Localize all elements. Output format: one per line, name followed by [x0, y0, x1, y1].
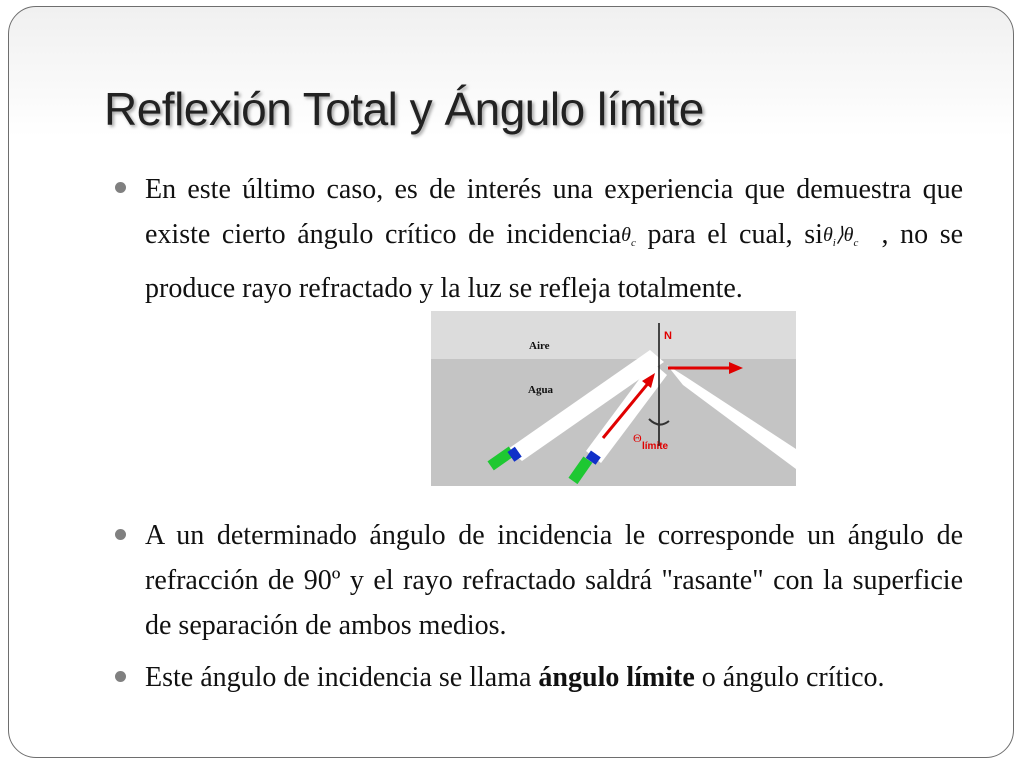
- bullet-1-text-a: En este último caso, es de interés una experiencia que demuestra que existe cierto ángulo crítico de incidencia: [145, 174, 963, 250]
- bullet-3-text-a: Este ángulo de incidencia se llama: [145, 662, 539, 693]
- bullet-paragraph-2: A un determinado ángulo de incidencia le corresponde un ángulo de refracción de 90º y el rayo refractado saldrá "rasante" con la superficie de separación de ambos medios.: [145, 520, 963, 641]
- bullet-dot: [115, 529, 126, 540]
- theta-inequality: $\theta_i⟩\theta_c$: [822, 224, 859, 249]
- bullet-1-text-c: , no se produce rayo refractado y la luz se refleja totalmente.: [145, 219, 964, 304]
- bullet-3-bold-term: ángulo límite: [538, 662, 695, 693]
- theta-c-symbol: $\theta_c$: [621, 224, 636, 249]
- bullet-dot: [115, 182, 126, 193]
- bullet-paragraph-3: [145, 655, 963, 700]
- water-label: Agua: [528, 384, 554, 396]
- bullet-paragraph-1: [145, 167, 963, 311]
- theta-limit-symbol: Θ: [633, 431, 642, 445]
- normal-label: N: [664, 330, 672, 342]
- air-region: [431, 311, 796, 359]
- bullet-1-text-b: para el cual, si: [647, 219, 823, 250]
- bullet-dot: [115, 671, 126, 682]
- slide-title: Reflexión Total y Ángulo límite: [104, 83, 704, 135]
- total-reflection-diagram: [431, 311, 796, 486]
- air-label: Aire: [529, 340, 550, 352]
- bullet-3-text-b: o ángulo crítico.: [694, 662, 885, 693]
- limit-label: límite: [642, 441, 669, 452]
